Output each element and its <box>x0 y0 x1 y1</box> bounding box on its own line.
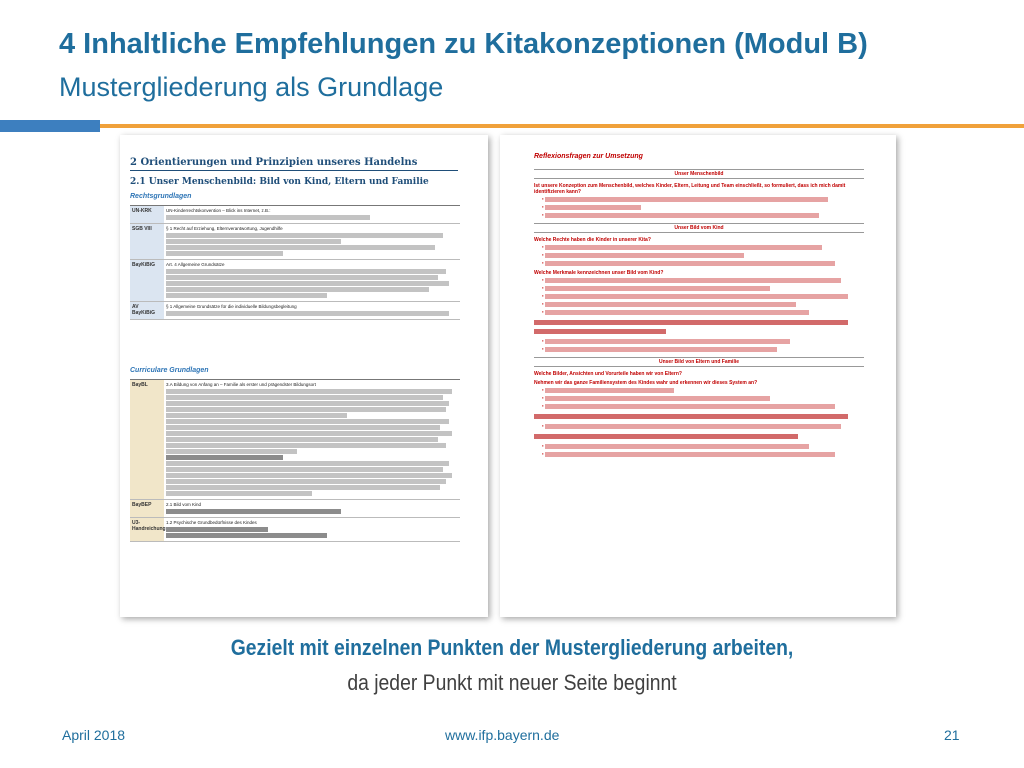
row-label: BayBEP <box>130 500 164 517</box>
document-page-left <box>120 135 488 617</box>
row-text: 1.2 Psychische Grundbedürfnisse des Kindes <box>166 520 257 525</box>
row-label: U3-Handreichung <box>130 518 164 541</box>
question-text: Welche Bilder, Ansichten und Vorurteile haben wir von Eltern? <box>534 371 682 377</box>
doc-table-legal <box>130 205 460 320</box>
question-text: Nehmen wir das ganze Familiensystem des Kindes wahr und erkennen wir dieses System an? <box>534 380 758 386</box>
row-text: UN-Kinderrechtskonvention – Blick ins Internet, z.B.: <box>166 208 271 213</box>
table-row <box>130 518 460 542</box>
row-label: BayKiBiG <box>130 260 164 301</box>
table-row <box>130 206 460 224</box>
document-page-right <box>500 135 896 617</box>
table-row <box>130 224 460 260</box>
slide-subtitle: Mustergliederung als Grundlage <box>59 72 444 102</box>
row-label: SGB VIII <box>130 224 164 259</box>
header-rule <box>100 124 1024 128</box>
doc-heading: 2 Orientierungen und Prinzipien unseres Handelns <box>130 157 458 171</box>
caption-sub: da jeder Punkt mit neuer Seite beginnt <box>347 670 677 695</box>
row-text: § 1 Allgemeine Grundsätze für die individuelle Bildungsbegleitung <box>166 304 297 309</box>
row-label: AV BayKiBiG <box>130 302 164 319</box>
footer-date: April 2018 <box>62 727 126 743</box>
doc-reflection-heading: Reflexionsfragen zur Umsetzung <box>534 153 643 160</box>
row-label: UN-KRK <box>130 206 164 223</box>
table-row <box>130 380 460 500</box>
table-row <box>130 500 460 518</box>
footer-page-number: 21 <box>944 727 960 743</box>
question-text: Welche Merkmale kennzeichnen unser Bild vom Kind? <box>534 270 664 276</box>
row-text: Art. 4 Allgemeine Grundsätze <box>166 262 225 267</box>
reflection-content: Unser Menschenbild Ist unsere Konzeption zum Menschenbild, welches Kinder, Eltern, Leitung und Team einschließt, so formuliert, dass ich mich damit identifizieren kann? • • • Unser Bild vom Kind Welche Rechte haben die Kinder in unserer Kita? • • • Welche Merkmale kennzeichnen unser Bild vom Kind? • • • • • • • Unser Bild von Eltern und Familie Welche Bilder, Ansichten und Vorurteile haben wir von Eltern? Nehmen wir das ganze Familiensystem des Kindes wahr und erkennen wir dieses System an? • • • • • • <box>534 165 864 459</box>
caption-main: Gezielt mit einzelnen Punkten der Mustergliederung arbeiten, <box>230 635 794 660</box>
section-band: Unser Bild von Eltern und Familie <box>534 357 864 367</box>
section-band: Unser Bild vom Kind <box>534 223 864 233</box>
doc-subheading: 2.1 Unser Menschenbild: Bild von Kind, Eltern und Familie <box>130 177 429 187</box>
header-rule-accent <box>0 120 100 132</box>
footer-url[interactable]: www.ifp.bayern.de <box>445 727 560 743</box>
doc-section-legal: Rechtsgrundlagen <box>130 193 192 200</box>
row-text: 3.A Bildung von Anfang an – Familie als erster und prägendster Bildungsort <box>166 382 316 387</box>
doc-section-curricular: Curriculare Grundlagen <box>130 367 209 374</box>
slide-title: 4 Inhaltliche Empfehlungen zu Kitakonzeptionen (Modul B) <box>59 28 868 60</box>
row-label: BayBL <box>130 380 164 499</box>
row-text: § 1 Recht auf Erziehung, Elternverantwortung, Jugendhilfe <box>166 226 283 231</box>
question-text: Welche Rechte haben die Kinder in unserer Kita? <box>534 237 651 243</box>
doc-table-curricular <box>130 379 460 542</box>
table-row <box>130 260 460 302</box>
table-row <box>130 302 460 320</box>
row-text: 2.1 Bild vom Kind <box>166 502 202 507</box>
question-text: Ist unsere Konzeption zum Menschenbild, welches Kinder, Eltern, Leitung und Team einschließt, so formuliert, dass ich mich damit identifizieren kann? <box>534 183 846 195</box>
section-band: Unser Menschenbild <box>534 169 864 179</box>
